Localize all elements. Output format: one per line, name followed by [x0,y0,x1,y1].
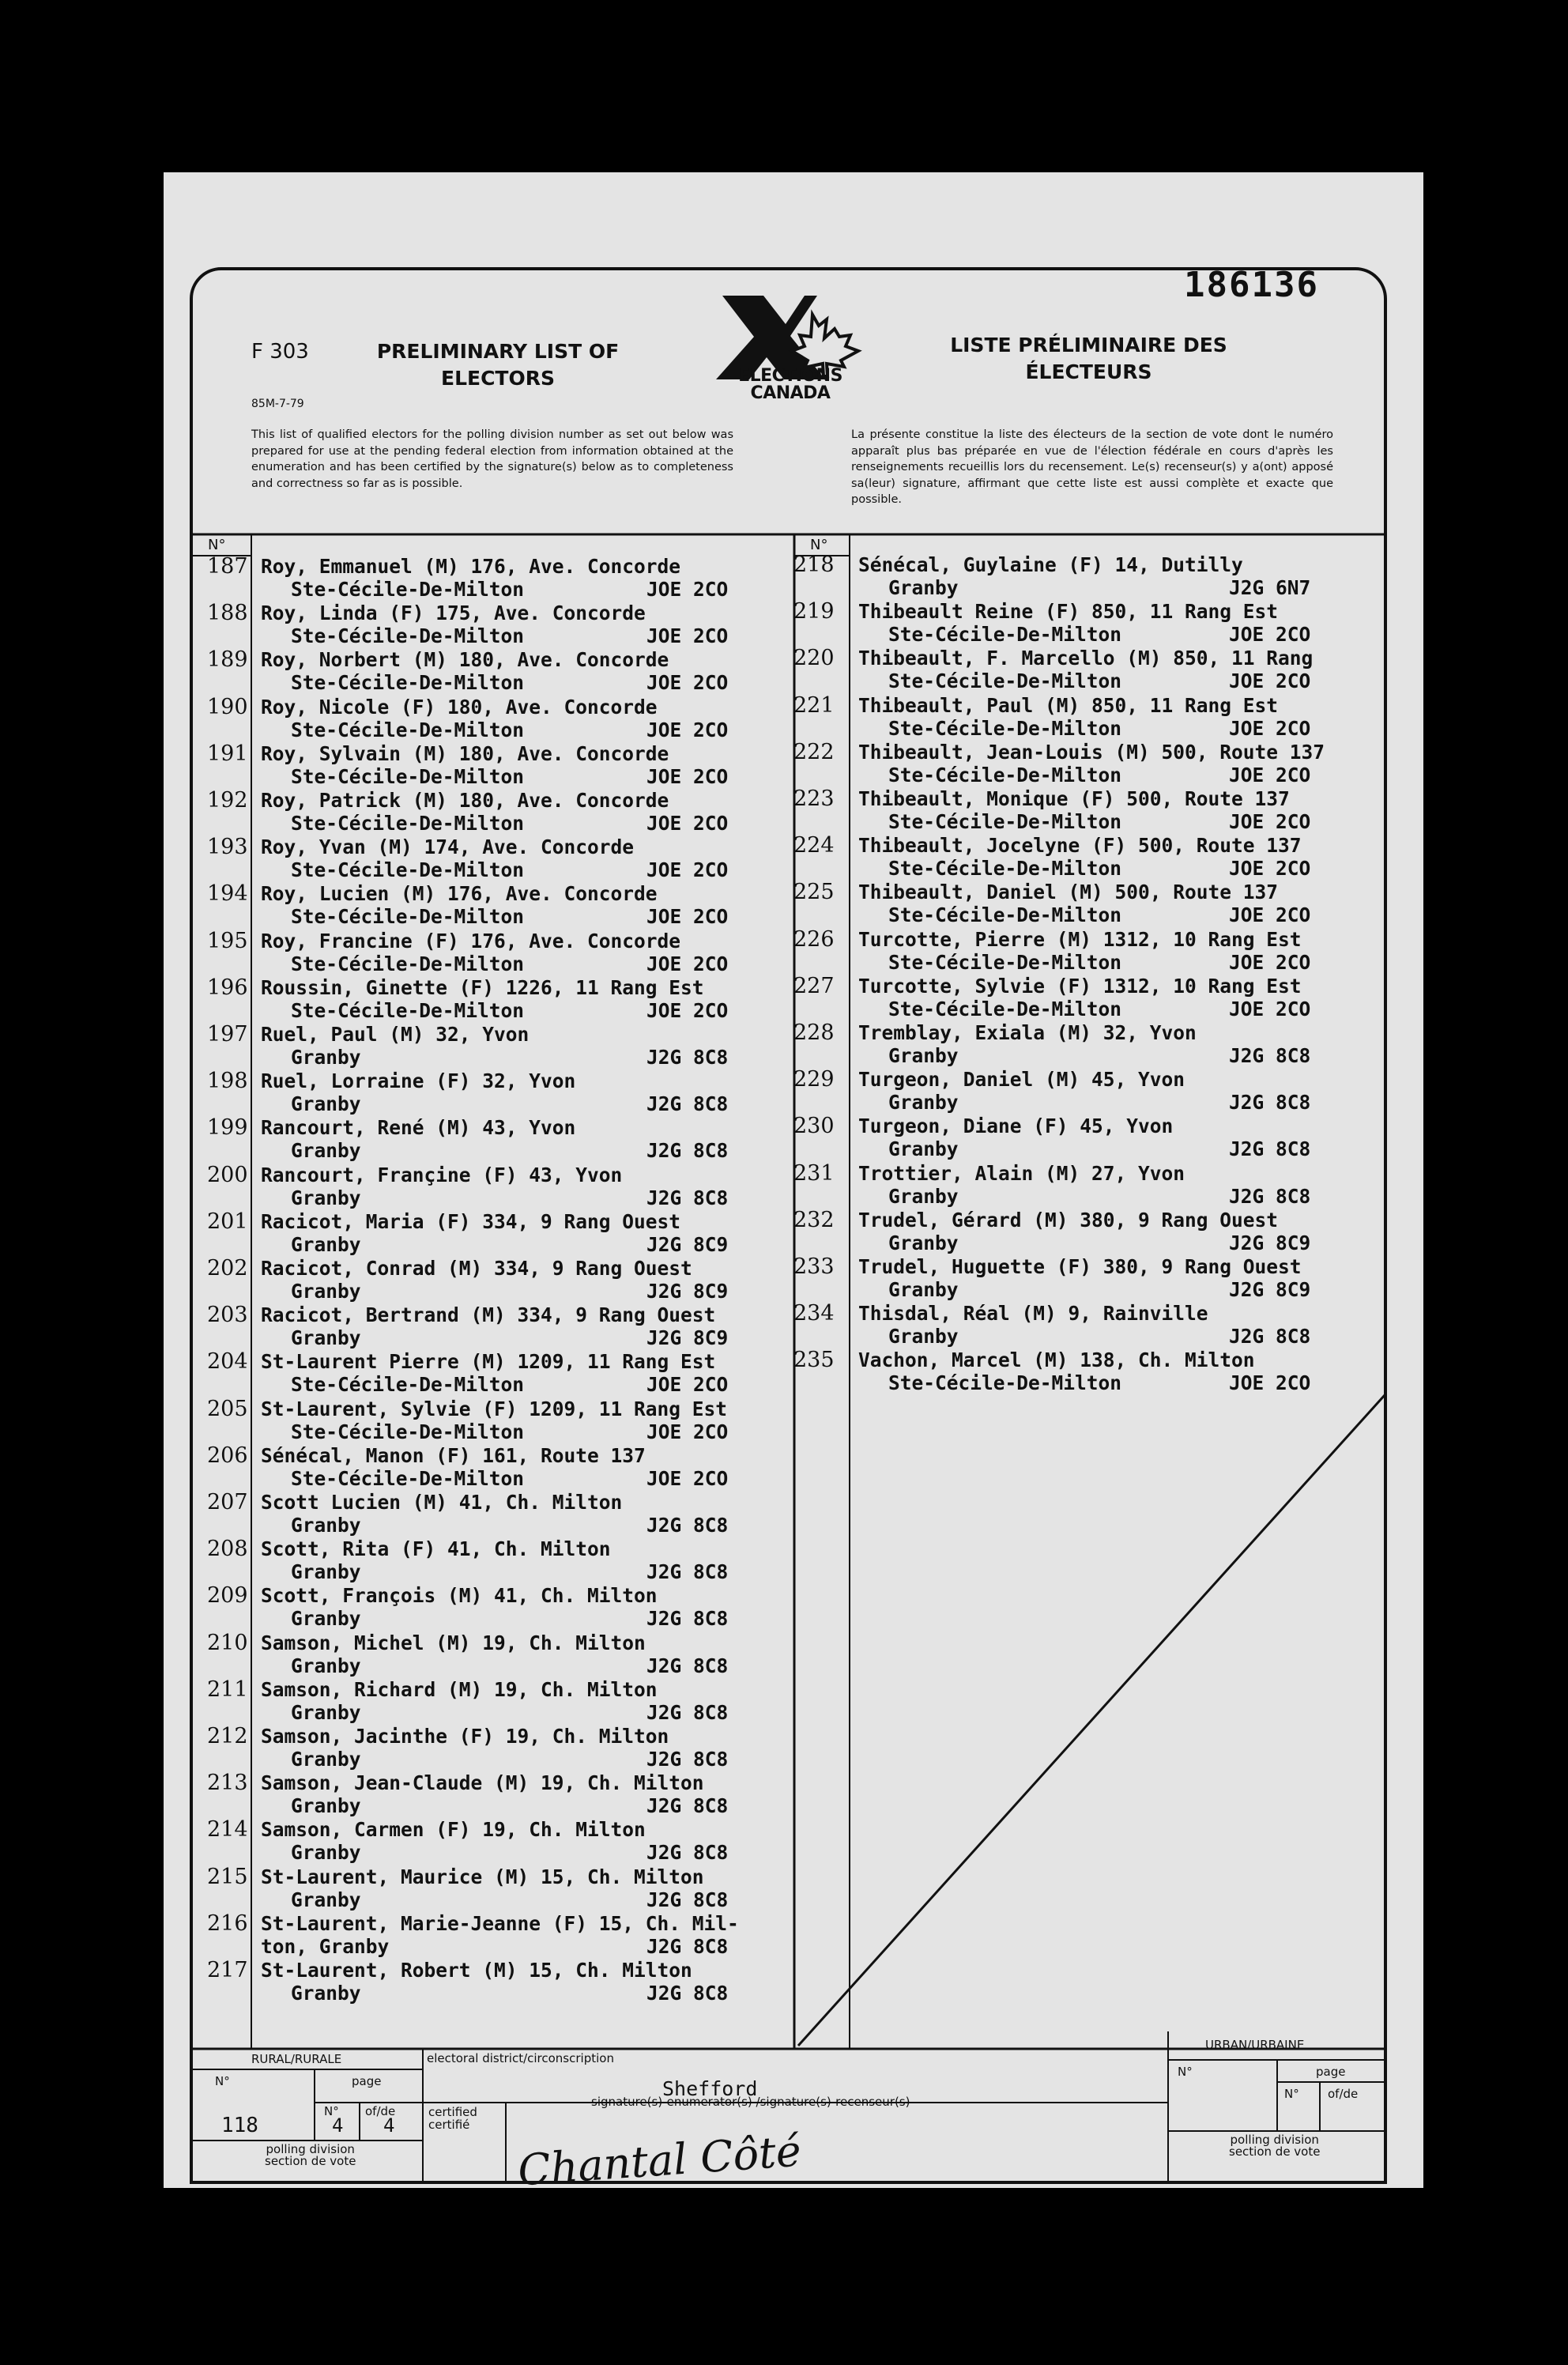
polling-division-label-fr: section de vote [1229,2144,1321,2159]
elector-postal-code: J2G 8C9 [646,1280,729,1303]
urban-page-label: page [1316,2065,1346,2079]
elector-number: 220 [793,646,835,671]
elector-number: 196 [207,975,248,1000]
elector-postal-code: J2G 8C8 [646,1139,729,1163]
elector-postal-code: JOE 2CO [646,624,729,648]
logo-text-line2: CANADA [750,383,831,403]
elector-postal-code: JOE 2CO [1229,810,1311,833]
elector-number: 190 [207,694,248,719]
elector-postal-code: JOE 2CO [646,1373,729,1397]
elector-name-address: Racicot, Conrad (M) 334, 9 Rang Ouest [261,1257,692,1280]
elector-municipality: Granby [291,1888,361,1911]
elector-number: 200 [207,1162,248,1187]
elector-number: 226 [793,926,835,952]
elector-number: 234 [793,1301,835,1326]
elector-municipality: Ste-Cécile-De-Milton [291,764,525,788]
elector-name-address: Thibeault, Monique (F) 500, Route 137 [858,787,1290,810]
elector-municipality: Ste-Cécile-De-Milton [888,997,1122,1020]
elector-municipality: Granby [888,576,959,599]
certified-label [428,2106,477,2131]
urban-polling-division-label [1229,2134,1320,2158]
elector-postal-code: JOE 2CO [646,812,729,835]
elector-name-address: Roussin, Ginette (F) 1226, 11 Rang Est [261,975,704,999]
polling-division-number: 118 [221,2114,258,2137]
elector-number: 194 [207,881,248,907]
polling-division-label-en: polling division [1230,2133,1319,2147]
elector-postal-code: J2G 8C9 [1229,1278,1311,1301]
elector-number: 229 [793,1067,835,1092]
elector-municipality: Granby [888,1044,959,1067]
elector-number: 219 [793,599,835,624]
elector-postal-code: J2G 8C8 [646,1794,729,1818]
elector-name-address: Thibeault, Paul (M) 850, 11 Rang Est [858,693,1279,717]
elector-number: 206 [207,1443,248,1468]
elector-postal-code: JOE 2CO [646,764,729,788]
elector-name-address: Thibeault, F. Marcello (M) 850, 11 Rang [858,647,1314,670]
elector-municipality: Ste-Cécile-De-Milton [291,1373,525,1397]
elector-postal-code: J2G 8C8 [1229,1137,1311,1161]
elector-name-address: Roy, Francine (F) 176, Ave. Concorde [261,929,681,952]
print-code: 85M-7-79 [251,398,304,410]
elector-municipality: Granby [291,1748,361,1771]
rural-page-label: page [352,2074,382,2088]
intro-french: La présente constitue la liste des électeurs de la section de vote dont le numéro apparaît plus bas préparée en vue de l'élection fédérale en cours d'après les renseignements recueillis lors du recensement. Le(s) recenseur(s) y a(ont) apposé sa(leur) signature, affirmant que cette liste est aussi complète et exacte que possible. [851,428,1333,506]
elector-municipality: Granby [291,1139,361,1163]
elector-number: 211 [207,1677,248,1702]
elector-municipality: Ste-Cécile-De-Milton [291,671,525,695]
elector-name-address: Ruel, Paul (M) 32, Yvon [261,1023,530,1046]
elector-municipality: Granby [291,1092,361,1116]
elector-name-address: St-Laurent, Maurice (M) 15, Ch. Milton [261,1865,704,1888]
elector-postal-code: J2G 8C8 [646,1748,729,1771]
elector-postal-code: J2G 8C8 [646,1514,729,1537]
elector-name-address: Samson, Jean-Claude (M) 19, Ch. Milton [261,1771,704,1795]
elector-name-address: Roy, Linda (F) 175, Ave. Concorde [261,602,646,625]
elector-postal-code: JOE 2CO [646,1466,729,1490]
elector-postal-code: JOE 2CO [1229,1371,1311,1395]
elector-postal-code: JOE 2CO [1229,857,1311,881]
elector-municipality: Granby [291,1700,361,1724]
elector-municipality: Ste-Cécile-De-Milton [888,1371,1122,1395]
elector-municipality: Ste-Cécile-De-Milton [291,998,525,1022]
elector-postal-code: J2G 8C8 [646,1560,729,1584]
cancel-diagonal [798,1395,1385,2046]
elector-name-address: St-Laurent, Robert (M) 15, Ch. Milton [261,1959,692,1982]
title-english-line2: ELECTORS [441,367,555,390]
elector-postal-code: J2G 8C8 [646,1186,729,1209]
elector-name-address: Samson, Jacinthe (F) 19, Ch. Milton [261,1725,669,1748]
elector-name-address: Roy, Emmanuel (M) 176, Ave. Concorde [261,555,681,578]
elector-postal-code: JOE 2CO [1229,903,1311,927]
elector-municipality: Granby [291,1841,361,1865]
logo-text-line1: ELECTIONS [738,366,842,386]
elector-municipality: Granby [291,1280,361,1303]
elector-municipality: Ste-Cécile-De-Milton [291,718,525,741]
elector-number: 207 [207,1490,248,1514]
elector-postal-code: JOE 2CO [646,578,729,601]
elector-postal-code: JOE 2CO [646,718,729,741]
elector-postal-code: J2G 8C9 [646,1326,729,1350]
title-french-line1: LISTE PRÉLIMINAIRE DES [950,334,1227,356]
elector-number: 223 [793,786,835,811]
enumerator-signature: Chantal Côté [516,2125,803,2196]
elector-name-address: St-Laurent, Sylvie (F) 1209, 11 Rang Est [261,1397,728,1420]
elector-postal-code: JOE 2CO [1229,763,1311,786]
elector-number: 201 [207,1209,248,1234]
elector-number: 205 [207,1396,248,1421]
elector-municipality: Granby [291,1654,361,1677]
elector-name-address: Roy, Lucien (M) 176, Ave. Concorde [261,882,658,906]
elector-number: 199 [207,1115,248,1141]
elector-number: 204 [207,1349,248,1375]
urban-no-label: N° [1178,2065,1193,2079]
elector-municipality: Granby [888,1137,959,1161]
elector-municipality: Ste-Cécile-De-Milton [291,624,525,648]
elector-municipality: Ste-Cécile-De-Milton [291,1420,525,1443]
elector-number: 193 [207,835,248,860]
elector-name-address: Rancourt, René (M) 43, Yvon [261,1116,576,1140]
elector-name-address: Rancourt, Françine (F) 43, Yvon [261,1163,623,1186]
elector-number: 212 [207,1724,248,1748]
serial-number: 186136 [1184,265,1319,305]
elector-municipality: Ste-Cécile-De-Milton [291,858,525,882]
elector-number: 195 [207,928,248,953]
elector-number: 214 [207,1817,248,1843]
page-number: 4 [332,2114,344,2137]
elector-number: 216 [207,1910,248,1936]
elector-name-address: Turgeon, Diane (F) 45, Yvon [858,1115,1174,1138]
elector-postal-code: JOE 2CO [646,905,729,929]
elector-municipality: Ste-Cécile-De-Milton [291,905,525,929]
elector-municipality: Granby [291,1326,361,1350]
elector-postal-code: JOE 2CO [646,858,729,882]
urban-page-no-label: N° [1284,2087,1299,2101]
elector-name-address: Tremblay, Exiala (M) 32, Yvon [858,1021,1197,1044]
elector-postal-code: J2G 8C9 [646,1232,729,1256]
elector-postal-code: J2G 8C8 [1229,1091,1311,1115]
elector-name-address: Roy, Patrick (M) 180, Ave. Concorde [261,789,669,812]
elector-name-address: St-Laurent Pierre (M) 1209, 11 Rang Est [261,1350,716,1374]
elector-postal-code: J2G 8C8 [646,1607,729,1631]
elector-municipality: Granby [291,1982,361,2005]
right-number-header: N° [810,537,828,553]
elector-postal-code: JOE 2CO [1229,670,1311,693]
elector-number: 208 [207,1537,248,1562]
rural-no-label: N° [215,2074,230,2088]
polling-division-label-en: polling division [266,2142,355,2156]
elector-name-address: Ruel, Lorraine (F) 32, Yvon [261,1069,576,1093]
elector-name-address: Samson, Michel (M) 19, Ch. Milton [261,1631,646,1654]
elector-municipality: Ste-Cécile-De-Milton [888,763,1122,786]
elector-postal-code: JOE 2CO [646,998,729,1022]
elector-name-address: Trottier, Alain (M) 27, Yvon [858,1161,1185,1185]
form-code: F 303 [251,340,309,364]
certified-label-en: certified [428,2105,477,2119]
elector-postal-code: J2G 8C9 [1229,1231,1311,1254]
title-english-line1: PRELIMINARY LIST OF [376,340,620,363]
elector-municipality: Ste-Cécile-De-Milton [888,903,1122,927]
elector-number: 215 [207,1864,248,1889]
elector-municipality: Ste-Cécile-De-Milton [888,810,1122,833]
elector-municipality: Ste-Cécile-De-Milton [888,623,1122,647]
elector-name-address: Sénécal, Manon (F) 161, Route 137 [261,1443,646,1467]
elector-postal-code: JOE 2CO [646,952,729,975]
elector-postal-code: JOE 2CO [1229,623,1311,647]
elector-postal-code: JOE 2CO [646,1420,729,1443]
elector-postal-code: J2G 8C8 [646,1888,729,1911]
rural-of-label: of/de [365,2104,396,2118]
elector-number: 188 [207,601,248,626]
page-total: 4 [383,2114,395,2137]
elector-postal-code: J2G 8C8 [646,1841,729,1865]
elector-municipality: Granby [888,1184,959,1208]
elector-number: 227 [793,973,835,998]
elector-municipality: Granby [291,1794,361,1818]
elector-municipality: Granby [888,1091,959,1115]
elector-postal-code: J2G 8C8 [646,1046,729,1069]
elector-name-address: Thisdal, Réal (M) 9, Rainville [858,1302,1208,1326]
elector-municipality: Granby [291,1514,361,1537]
elector-number: 192 [207,788,248,813]
elector-postal-code: J2G 8C8 [646,1934,729,1958]
signature-label: signature(s)-enumerator(s) /signature(s)-recenseur(s) [591,2095,910,2109]
elector-postal-code: JOE 2CO [1229,716,1311,740]
elector-name-address: Vachon, Marcel (M) 138, Ch. Milton [858,1348,1255,1372]
elector-number: 203 [207,1303,248,1328]
certified-label-fr: certifié [428,2118,470,2132]
elector-municipality: Granby [291,1560,361,1584]
elector-name-address: Racicot, Maria (F) 334, 9 Rang Ouest [261,1209,681,1233]
rural-page-no-label: N° [324,2104,339,2118]
elector-name-address: Turgeon, Daniel (M) 45, Yvon [858,1068,1185,1092]
urban-label: URBAN/URBAINE [1205,2038,1305,2052]
elector-name-address: Scott Lucien (M) 41, Ch. Milton [261,1491,623,1514]
elector-municipality: Ste-Cécile-De-Milton [291,578,525,601]
elector-postal-code: J2G 8C8 [646,1654,729,1677]
elector-name-address: Thibeault, Jocelyne (F) 500, Route 137 [858,834,1302,858]
elector-name-address: Thibeault, Daniel (M) 500, Route 137 [858,881,1279,904]
elector-name-address: Samson, Carmen (F) 19, Ch. Milton [261,1818,646,1842]
elector-postal-code: J2G 8C8 [646,1092,729,1116]
elector-number: 230 [793,1114,835,1139]
elector-name-address: Racicot, Bertrand (M) 334, 9 Rang Ouest [261,1303,716,1327]
elector-number: 210 [207,1630,248,1655]
urban-of-label: of/de [1328,2087,1359,2101]
elector-municipality: Granby [291,1186,361,1209]
elector-name-address: Turcotte, Pierre (M) 1312, 10 Rang Est [858,927,1302,951]
elector-number: 232 [793,1207,835,1232]
elector-name-address: Roy, Nicole (F) 180, Ave. Concorde [261,695,658,719]
elector-name-address: St-Laurent, Marie-Jeanne (F) 15, Ch. Mil- [261,1911,739,1935]
elector-number: 218 [793,553,835,577]
elector-number: 222 [793,739,835,764]
elector-municipality: Ste-Cécile-De-Milton [888,670,1122,693]
elector-number: 221 [793,692,835,718]
elector-name-address: Scott, Rita (F) 41, Ch. Milton [261,1537,611,1561]
elector-postal-code: J2G 6N7 [1229,576,1311,599]
elector-municipality: Granby [291,1232,361,1256]
elector-municipality: Ste-Cécile-De-Milton [291,952,525,975]
elector-name-address: Roy, Norbert (M) 180, Ave. Concorde [261,648,669,672]
elector-municipality: Granby [291,1607,361,1631]
elector-number: 187 [207,554,248,579]
elector-name-address: Turcotte, Sylvie (F) 1312, 10 Rang Est [858,974,1302,998]
elector-name-address: Sénécal, Guylaine (F) 14, Dutilly [858,553,1243,576]
rural-polling-division-label [265,2144,356,2167]
elector-postal-code: JOE 2CO [1229,950,1311,974]
elector-municipality: Ste-Cécile-De-Milton [291,1466,525,1490]
elector-postal-code: J2G 8C8 [646,1982,729,2005]
elector-municipality: Ste-Cécile-De-Milton [888,950,1122,974]
elector-municipality: Ste-Cécile-De-Milton [888,857,1122,881]
elector-number: 233 [793,1254,835,1279]
elector-name-address: Thibeault, Jean-Louis (M) 500, Route 137 [858,740,1325,764]
elector-municipality: Granby [291,1046,361,1069]
elector-postal-code: J2G 8C8 [1229,1044,1311,1067]
elector-postal-code: J2G 8C8 [1229,1184,1311,1208]
left-number-header: N° [208,537,226,553]
elector-number: 197 [207,1022,248,1047]
title-french-line2: ÉLECTEURS [1025,360,1152,383]
elector-postal-code: JOE 2CO [646,671,729,695]
elector-number: 235 [793,1348,835,1373]
elector-name-address: Roy, Yvan (M) 174, Ave. Concorde [261,835,635,859]
elector-number: 202 [207,1256,248,1281]
elector-municipality: ton, Granby [261,1934,390,1958]
elector-postal-code: J2G 8C8 [646,1700,729,1724]
elector-name-address: Roy, Sylvain (M) 180, Ave. Concorde [261,741,669,765]
elector-postal-code: J2G 8C8 [1229,1325,1311,1348]
elector-postal-code: JOE 2CO [1229,997,1311,1020]
elector-number: 209 [207,1583,248,1609]
elector-municipality: Granby [888,1278,959,1301]
elector-name-address: Samson, Richard (M) 19, Ch. Milton [261,1677,658,1701]
elector-municipality: Granby [888,1325,959,1348]
elector-number: 189 [207,647,248,673]
elector-number: 231 [793,1160,835,1186]
elector-municipality: Ste-Cécile-De-Milton [888,716,1122,740]
elector-number: 191 [207,741,248,766]
elector-municipality: Ste-Cécile-De-Milton [291,812,525,835]
elector-name-address: Trudel, Gérard (M) 380, 9 Rang Ouest [858,1208,1279,1232]
elector-number: 217 [207,1958,248,1982]
intro-english: This list of qualified electors for the polling division number as set out below was prepared for use at the pending federal election from information obtained at the enumeration and has been certified by the signature(s) below as to completeness and correctness so far as is possible. [251,428,733,490]
district-value: Shefford [662,2077,758,2100]
elector-municipality: Granby [888,1231,959,1254]
elector-number: 198 [207,1069,248,1094]
elector-number: 228 [793,1020,835,1045]
district-label: electoral district/circonscription [427,2051,614,2065]
rural-label: RURAL/RURALE [251,2052,342,2066]
elector-name-address: Thibeault Reine (F) 850, 11 Rang Est [858,600,1279,624]
polling-division-label-fr: section de vote [265,2154,356,2168]
elector-number: 224 [793,833,835,858]
elector-number: 213 [207,1771,248,1796]
elector-name-address: Trudel, Huguette (F) 380, 9 Rang Ouest [858,1255,1302,1278]
elector-number: 225 [793,880,835,905]
elector-name-address: Scott, François (M) 41, Ch. Milton [261,1584,658,1608]
